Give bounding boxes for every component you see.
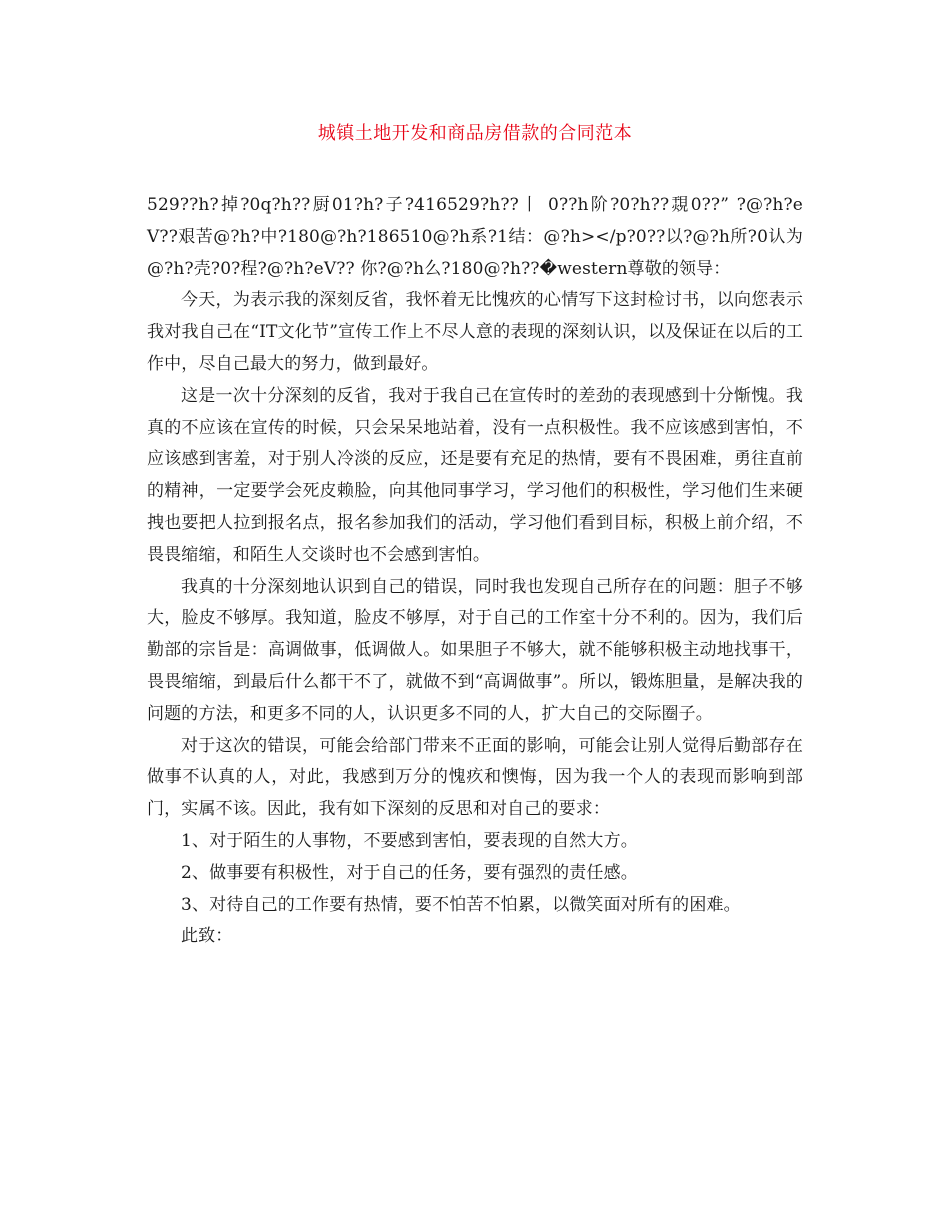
paragraph-reflection: 这是一次十分深刻的反省，我对于我自己在宣传时的差劲的表现感到十分惭愧。我真的不应该在宣传的时候，只会呆呆地站着，没有一点积极性。我不应该感到害怕，不应该感到害羞，对于别人冷淡的反应，还是要有充足的热情，要有不畏困难，勇往直前的精神，一定要学会死皮赖脸，向其他同事学习，学习他们的积极性，学习他们生来硬拽也要把人拉到报名点，报名参加我们的活动，学习他们看到目标，积极上前介绍，不畏畏缩缩，和陌生人交谈时也不会感到害怕。 xyxy=(147,385,803,565)
list-item-2: 2、做事要有积极性，对于自己的任务，要有强烈的责任感。 xyxy=(181,862,638,883)
garbled-opening-paragraph: 529??h?掉?0q?h??厨01?h?子?416529?h??丨 0??h阶?0?h??覝0??” ?@?h?eV??艰苦@?h?中?180@?h?186510@?h系?1结：@?h></p?0??以?@?h所?0认为@?h?壳?0?程?@?h?eV?? 你?@?h么?180@?h??�western尊敬的领导： xyxy=(147,195,803,279)
document-body xyxy=(147,190,803,953)
list-item-1: 1、对于陌生的人事物，不要感到害怕，要表现的自然大方。 xyxy=(181,830,638,851)
paragraph-intro: 今天，为表示我的深刻反省，我怀着无比愧疚的心情写下这封检讨书，以向您表示我对我自己在“IT文化节”宣传工作上不尽人意的表现的深刻认识，以及保证在以后的工作中，尽自己最大的努力，做到最好。 xyxy=(147,290,803,374)
document-title: 城镇土地开发和商品房借款的合同范本 xyxy=(317,123,633,144)
paragraph-problem: 我真的十分深刻地认识到自己的错误，同时我也发现自己所存在的问题：胆子不够大，脸皮不够厚。我知道，脸皮不够厚，对于自己的工作室十分不利的。因为，我们后勤部的宗旨是：高调做事，低调做人。如果胆子不够大，就不能够积极主动地找事干，畏畏缩缩，到最后什么都干不了，就做不到“高调做事”。所以，锻炼胆量，是解决我的问题的方法，和更多不同的人，认识更多不同的人，扩大自己的交际圈子。 xyxy=(147,576,803,724)
list-item-3: 3、对待自己的工作要有热情，要不怕苦不怕累，以微笑面对所有的困难。 xyxy=(181,894,741,915)
paragraph-impact: 对于这次的错误，可能会给部门带来不正面的影响，可能会让别人觉得后勤部存在做事不认真的人，对此，我感到万分的愧疚和懊悔，因为我一个人的表现而影响到部门，实属不该。因此，我有如下深刻的反思和对自己的要求： xyxy=(147,735,803,820)
closing-salutation: 此致： xyxy=(181,926,233,947)
